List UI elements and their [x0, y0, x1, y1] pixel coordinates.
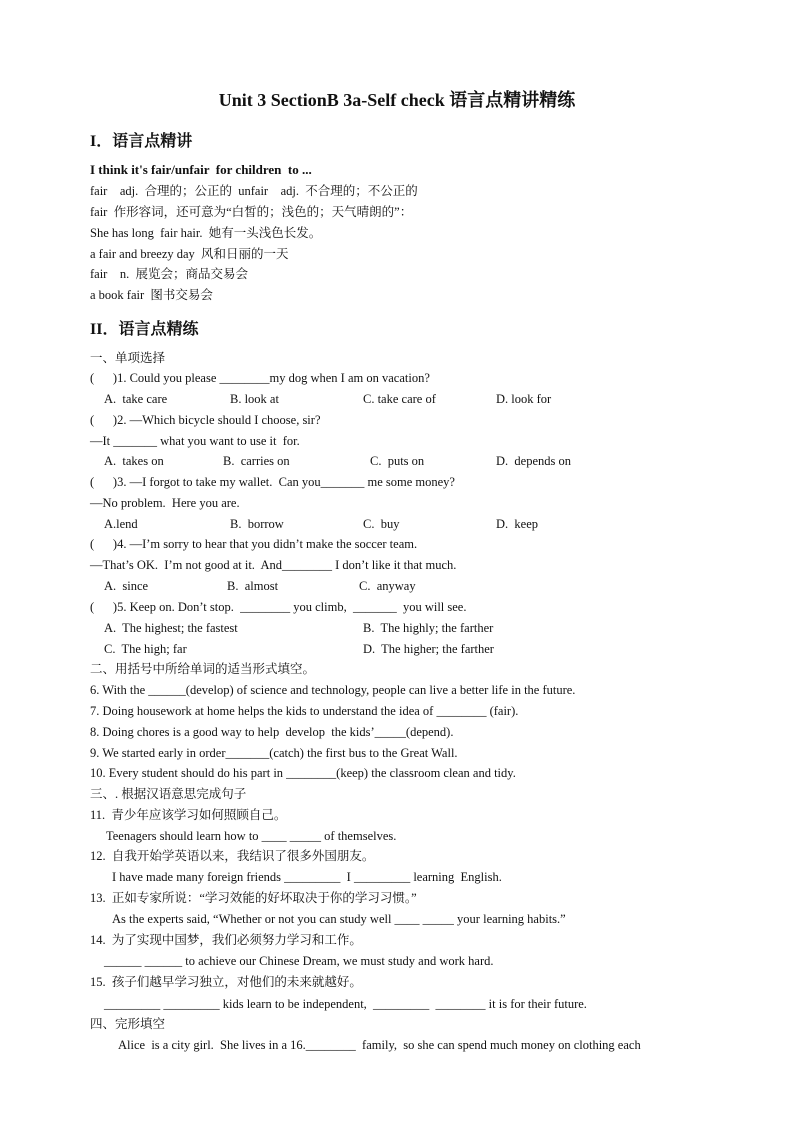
option-a: A. The highest; the fastest	[104, 621, 238, 635]
fill-item: 6. With the ______(develop) of science and technology, people can live a better life in the future.	[90, 683, 576, 697]
key-sentence: I think it's fair/unfair for children to ...	[90, 162, 312, 177]
option-d: D. The higher; the farther	[363, 642, 494, 656]
option-d: D. depends on	[496, 454, 571, 468]
translate-cn: 13. 正如专家所说：“学习效能的好坏取决于你的学习习惯。”	[90, 891, 417, 905]
option-a: A. take care	[104, 392, 168, 406]
page-title: Unit 3 SectionB 3a-Self check 语言点精讲精练	[218, 90, 576, 110]
subsection-heading: 四、完形填空	[90, 1017, 166, 1031]
option-b: B. look at	[230, 392, 279, 406]
option-c: C. anyway	[359, 579, 416, 593]
section-heading-1: I．语言点精讲	[90, 133, 193, 150]
translate-en: I have made many foreign friends _________ I _________ learning English.	[112, 870, 502, 884]
question-stem: ( )4. —I’m sorry to hear that you didn’t make the soccer team.	[90, 537, 418, 551]
fill-item: 7. Doing housework at home helps the kids to understand the idea of ________ (fair).	[90, 704, 519, 718]
question-stem: ( )1. Could you please ________my dog when I am on vacation?	[90, 371, 430, 385]
example-line: a book fair 图书交易会	[90, 288, 213, 302]
translate-en: As the experts said, “Whether or not you can study well ____ _____ your learning habits.”	[112, 912, 566, 926]
question-stem: —No problem. Here you are.	[90, 496, 240, 510]
question-stem: —It _______ what you want to use it for.	[90, 434, 300, 448]
option-d: D. keep	[496, 517, 538, 531]
option-a: A.lend	[104, 517, 138, 531]
translate-cn: 14. 为了实现中国梦，我们必须努力学习和工作。	[90, 933, 362, 947]
option-a: A. takes on	[104, 454, 164, 468]
explanation-line: fair adj. 合理的；公正的 unfair adj. 不合理的；不公正的	[90, 184, 418, 198]
cloze-passage: Alice is a city girl. She lives in a 16.________ family, so she can spend much money on clothing each	[118, 1038, 641, 1052]
option-b: B. The highly; the farther	[363, 621, 494, 635]
explanation-line: fair 作形容词，还可意为“白皙的；浅色的；天气晴朗的”：	[90, 205, 413, 219]
question-stem: —That’s OK. I’m not good at it. And________ I don’t like it that much.	[90, 558, 457, 572]
explanation-line: fair n. 展览会；商品交易会	[90, 267, 248, 281]
subsection-heading: 二、用括号中所给单词的适当形式填空。	[90, 662, 316, 676]
question-stem: ( )3. —I forgot to take my wallet. Can you_______ me some money?	[90, 475, 455, 489]
question-stem: ( )5. Keep on. Don’t stop. ________ you climb, _______ you will see.	[90, 600, 467, 614]
translate-cn: 12. 自我开始学英语以来，我结识了很多外国朋友。	[90, 849, 375, 863]
option-c: C. take care of	[363, 392, 436, 406]
example-line: a fair and breezy day 风和日丽的一天	[90, 247, 289, 261]
example-line: She has long fair hair. 她有一头浅色长发。	[90, 226, 322, 240]
translate-en: _________ _________ kids learn to be independent, _________ ________ it is for their future.	[104, 997, 587, 1011]
question-stem: ( )2. —Which bicycle should I choose, sir?	[90, 413, 321, 427]
fill-item: 10. Every student should do his part in ________(keep) the classroom clean and tidy.	[90, 766, 516, 780]
subsection-heading: 一、单项选择	[90, 351, 166, 365]
option-c: C. puts on	[370, 454, 425, 468]
translate-cn: 11. 青少年应该学习如何照顾自己。	[90, 808, 287, 822]
subsection-heading: 三、. 根据汉语意思完成句子	[90, 787, 247, 801]
translate-en: Teenagers should learn how to ____ _____ of themselves.	[106, 829, 397, 843]
section-heading-2: II．语言点精练	[90, 321, 199, 338]
translate-en: ______ ______ to achieve our Chinese Dream, we must study and work hard.	[104, 954, 494, 968]
option-b: B. carries on	[223, 454, 290, 468]
fill-item: 9. We started early in order_______(catch) the first bus to the Great Wall.	[90, 746, 458, 760]
option-c: C. buy	[363, 517, 400, 531]
translate-cn: 15. 孩子们越早学习独立，对他们的未来就越好。	[90, 975, 362, 989]
option-a: A. since	[104, 579, 149, 593]
option-d: D. look for	[496, 392, 552, 406]
option-b: B. borrow	[230, 517, 284, 531]
option-b: B. almost	[227, 579, 279, 593]
option-c: C. The high; far	[104, 642, 187, 656]
fill-item: 8. Doing chores is a good way to help develop the kids’_____(depend).	[90, 725, 454, 739]
